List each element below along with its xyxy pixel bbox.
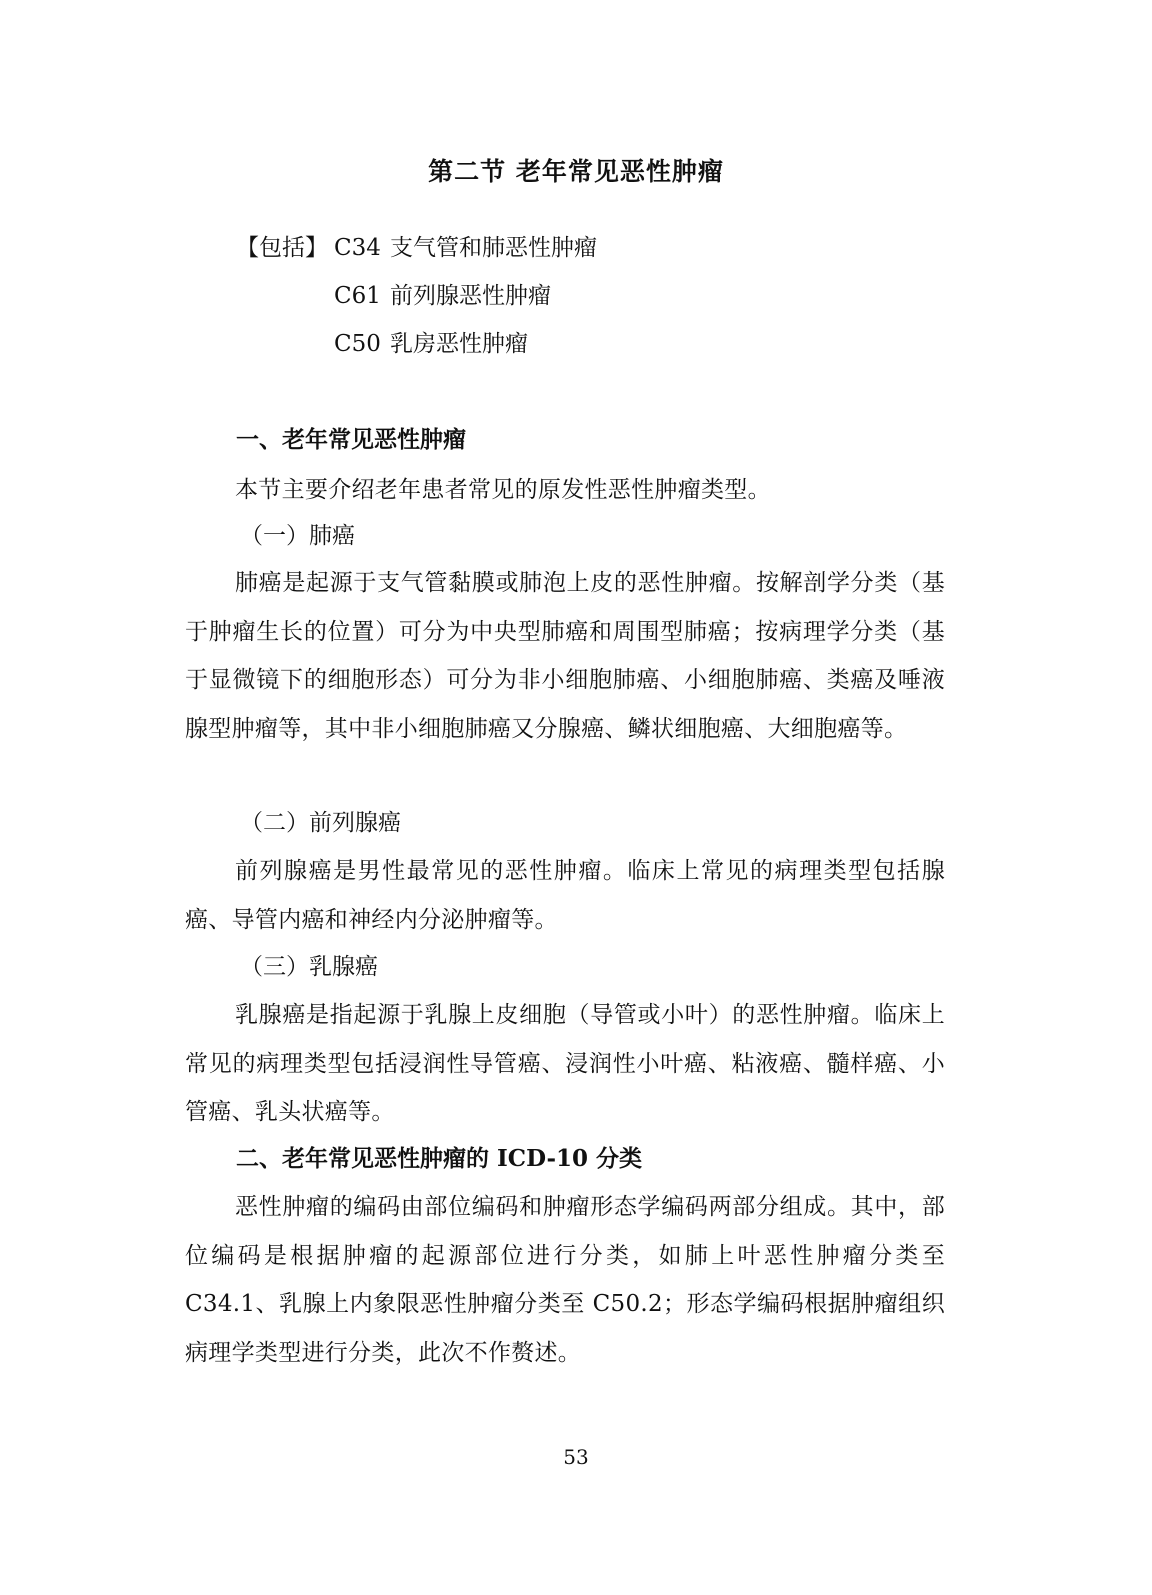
inclusion-item-1 (236, 228, 597, 268)
inclusion-label: 【包括】 (236, 235, 328, 261)
subsection-breast-text: 乳腺癌是指起源于乳腺上皮细胞（导管或小叶）的恶性肿瘤。临床上常见的病理类型包括浸润性导管癌、浸润性小叶癌、粘液癌、髓样癌、小管癌、乳头状癌等。 (185, 1002, 945, 1125)
subsection-lung-heading: （一）肺癌 (240, 523, 355, 549)
subsection-prostate-text: 前列腺癌是男性最常见的恶性肿瘤。临床上常见的病理类型包括腺癌、导管内癌和神经内分泌肿瘤等。 (185, 858, 945, 933)
inclusion-code: C61 (334, 283, 381, 309)
inclusion-name: 乳房恶性肿瘤 (390, 331, 528, 357)
inclusion-name: 前列腺恶性肿瘤 (390, 283, 551, 309)
inclusion-code: C34 (334, 235, 381, 261)
section-2-text: 恶性肿瘤的编码由部位编码和肿瘤形态学编码两部分组成。其中，部位编码是根据肿瘤的起源部位进行分类，如肺上叶恶性肿瘤分类至C34.1、乳腺上内象限恶性肿瘤分类至 C50.2；形态学编码根据肿瘤组织病理学类型进行分类，此次不作赘述。 (185, 1194, 945, 1366)
section-title: 第二节 老年常见恶性肿瘤 (428, 157, 724, 186)
subsection-prostate-heading: （二）前列腺癌 (240, 810, 401, 836)
subsection-lung-text: 肺癌是起源于支气管黏膜或肺泡上皮的恶性肿瘤。按解剖学分类（基于肿瘤生长的位置）可分为中央型肺癌和周围型肺癌；按病理学分类（基于显微镜下的细胞形态）可分为非小细胞肺癌、小细胞肺癌、类癌及唾液腺型肿瘤等，其中非小细胞肺癌又分腺癌、鳞状细胞癌、大细胞癌等。 (185, 570, 945, 742)
inclusion-code: C50 (334, 331, 381, 357)
section-1-heading: 一、老年常见恶性肿瘤 (236, 426, 466, 453)
subsection-breast-heading: （三）乳腺癌 (240, 954, 378, 980)
page-number: 53 (563, 1445, 589, 1469)
inclusion-item-3 (236, 324, 528, 364)
section-1-intro: 本节主要介绍老年患者常见的原发性恶性肿瘤类型。 (235, 477, 771, 503)
inclusion-item-2 (236, 276, 551, 316)
section-2-heading: 二、老年常见恶性肿瘤的 ICD-10 分类 (236, 1145, 643, 1172)
inclusion-name: 支气管和肺恶性肿瘤 (390, 235, 597, 261)
